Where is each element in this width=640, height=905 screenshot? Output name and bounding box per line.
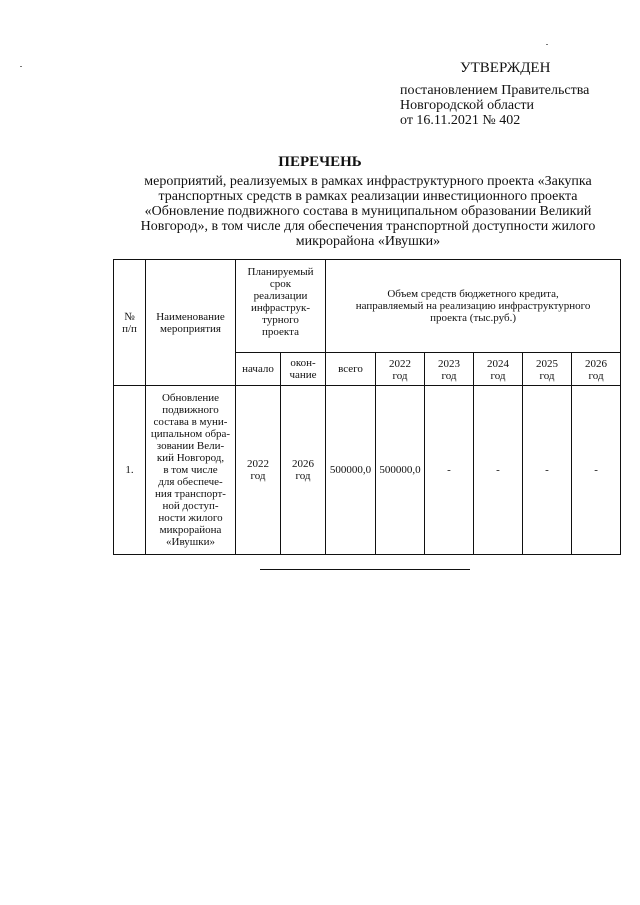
approval-line: постановлением Правительства	[400, 83, 590, 98]
header-num: № п/п	[114, 260, 146, 386]
approval-title: УТВЕРЖДЕН	[460, 60, 551, 76]
table-row	[114, 386, 621, 555]
row-year-value: -	[572, 386, 621, 555]
row-year-value: -	[474, 386, 523, 555]
header-year: 2023 год	[425, 353, 474, 386]
closing-rule	[260, 569, 470, 570]
header-year: 2026 год	[572, 353, 621, 386]
header-year: 2025 год	[523, 353, 572, 386]
row-start: 2022 год	[236, 386, 281, 555]
row-year-value: -	[425, 386, 474, 555]
subtitle-line: «Обновление подвижного состава в муниципальном образовании Великий	[144, 204, 592, 219]
subtitle-line: Новгород», в том числе для обеспечения транспортной доступности жилого	[140, 219, 596, 234]
measures-table	[113, 259, 621, 555]
row-year-value: 500000,0	[376, 386, 425, 555]
row-end: 2026 год	[281, 386, 326, 555]
header-end: окон- чание	[281, 353, 326, 386]
row-total: 500000,0	[326, 386, 376, 555]
header-year: 2022 год	[376, 353, 425, 386]
subtitle-line: транспортных средств в рамках реализации инвестиционного проекта	[158, 189, 578, 204]
document-title: ПЕРЕЧЕНЬ	[278, 154, 362, 170]
scan-speck	[546, 44, 548, 45]
header-name: Наименование мероприятия	[146, 260, 236, 386]
approval-line: Новгородской области	[400, 98, 534, 113]
subtitle-line: микрорайона «Ивушки»	[295, 234, 441, 249]
header-total: всего	[326, 353, 376, 386]
header-period: Планируемый срок реализации инфраструк- турного проекта	[236, 260, 326, 353]
approval-line: от 16.11.2021 № 402	[400, 113, 521, 128]
document-subtitle	[118, 174, 618, 249]
row-name: Обновление подвижного состава в муни- ципальном обра- зовании Вели- кий Новгород, в том числе для обеспече- ния транспорт- ной доступ- ности жилого микрорайона «Ивушки»	[146, 386, 236, 555]
header-start: начало	[236, 353, 281, 386]
header-budget: Объем средств бюджетного кредита, направляемый на реализацию инфраструктурного проекта (тыс.руб.)	[326, 260, 621, 353]
subtitle-line: мероприятий, реализуемых в рамках инфраструктурного проекта «Закупка	[144, 174, 592, 189]
header-year: 2024 год	[474, 353, 523, 386]
approval-stamp	[400, 60, 630, 128]
row-num: 1.	[114, 386, 146, 555]
row-year-value: -	[523, 386, 572, 555]
scan-speck	[20, 66, 22, 67]
